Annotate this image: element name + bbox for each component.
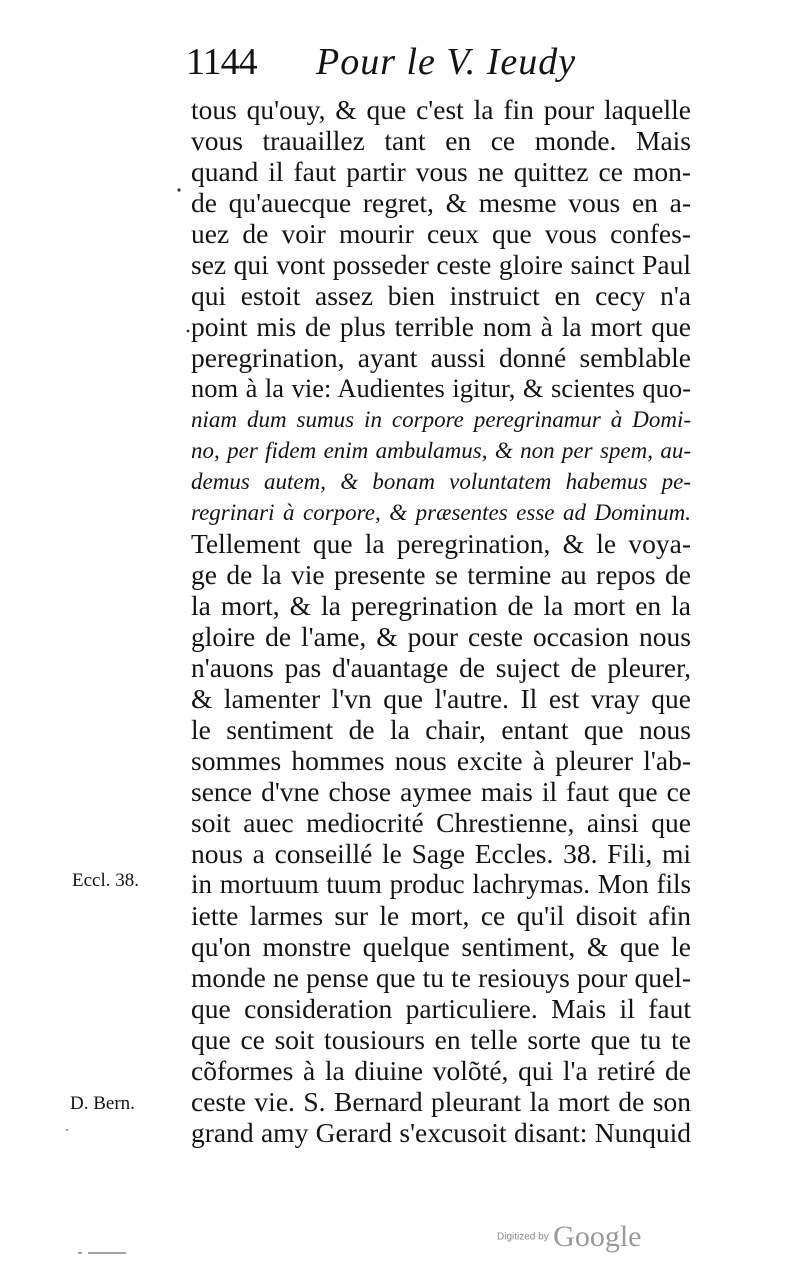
latin-quote-line: demus autem, & bonam voluntatem habemus pe- [191, 469, 691, 494]
text-line: uez de voir mourir ceux que vous confes- [191, 218, 691, 249]
text-line: Tellement que la peregrination, & le voya- [191, 528, 691, 559]
text-line: ge de la vie presente se termine au repos de [191, 559, 691, 590]
text-line: sence d'vne chose aymee mais il faut que ce [191, 776, 691, 807]
text-line: gloire de l'ame, & pour ceste occasion nous [191, 621, 691, 652]
google-logo-text: Google [553, 1220, 642, 1253]
text-line: point mis de plus terrible nom à la mort que [191, 311, 691, 342]
text-line: peregrination, ayant aussi donné semblable [191, 342, 691, 373]
margin-note-bern: D. Bern. [70, 1093, 135, 1114]
latin-quote-line: regrinari à corpore, & præsentes esse ad Dominum. [191, 500, 691, 525]
text-line: cõformes à la diuine volõté, qui l'a retiré de [191, 1055, 691, 1086]
text-line: grand amy Gerard s'excusoit disant: Nunquid [191, 1117, 691, 1148]
text-line: qu'on monstre quelque sentiment, & que le [191, 931, 691, 962]
text-line: sez qui vont posseder ceste gloire sainct Paul [191, 249, 691, 280]
text-line: monde ne pense que tu te resiouys pour quel- [191, 962, 691, 993]
text-line: nous a conseillé le Sage Eccles. 38. Fili, mi [191, 838, 691, 869]
text-line: nom à la vie: Audientes igitur, & scientes quo- [191, 373, 691, 403]
text-line: in mortuum tuum produc lachrymas. Mon fils [191, 869, 691, 899]
running-head: Pour le V. Ieudy [316, 41, 577, 83]
text-line: qui estoit assez bien instruict en cecy n'a [191, 280, 691, 311]
text-line: que ce soit tousiours en telle sorte que tu te [191, 1024, 691, 1055]
watermark-prefix: Digitized by [497, 1231, 549, 1243]
text-line: iette larmes sur le mort, ce qu'il disoit afin [191, 900, 691, 931]
text-line: de qu'auecque regret, & mesme vous en a- [191, 187, 691, 218]
text-line: soit auec mediocrité Chrestienne, ainsi que [191, 807, 691, 838]
text-line: quand il faut partir vous ne quittez ce mon- [191, 156, 691, 187]
text-line: sommes hommes nous excite à pleurer l'ab- [191, 745, 691, 776]
margin-note-eccl: Eccl. 38. [72, 870, 140, 891]
text-line: que consideration particuliere. Mais il faut [191, 993, 691, 1024]
latin-quote-line: niam dum sumus in corpore peregrinamur à Domi- [191, 407, 691, 432]
text-line: ceste vie. S. Bernard pleurant la mort de son [191, 1086, 691, 1117]
text-line: vous trauaillez tant en ce monde. Mais [191, 125, 691, 156]
text-line: la mort, & la peregrination de la mort en la [191, 590, 691, 621]
text-line: n'auons pas d'auantage de suject de pleurer, [191, 652, 691, 683]
text-line: le sentiment de la chair, entant que nous [191, 714, 691, 745]
page-number: 1144 [186, 41, 257, 83]
text-line: & lamenter l'vn que l'autre. Il est vray que [191, 683, 691, 714]
google-watermark [497, 1220, 641, 1252]
text-line: tous qu'ouy, & que c'est la fin pour laquelle [191, 94, 691, 125]
latin-quote-line: no, per fidem enim ambulamus, & non per spem, au- [191, 438, 691, 463]
